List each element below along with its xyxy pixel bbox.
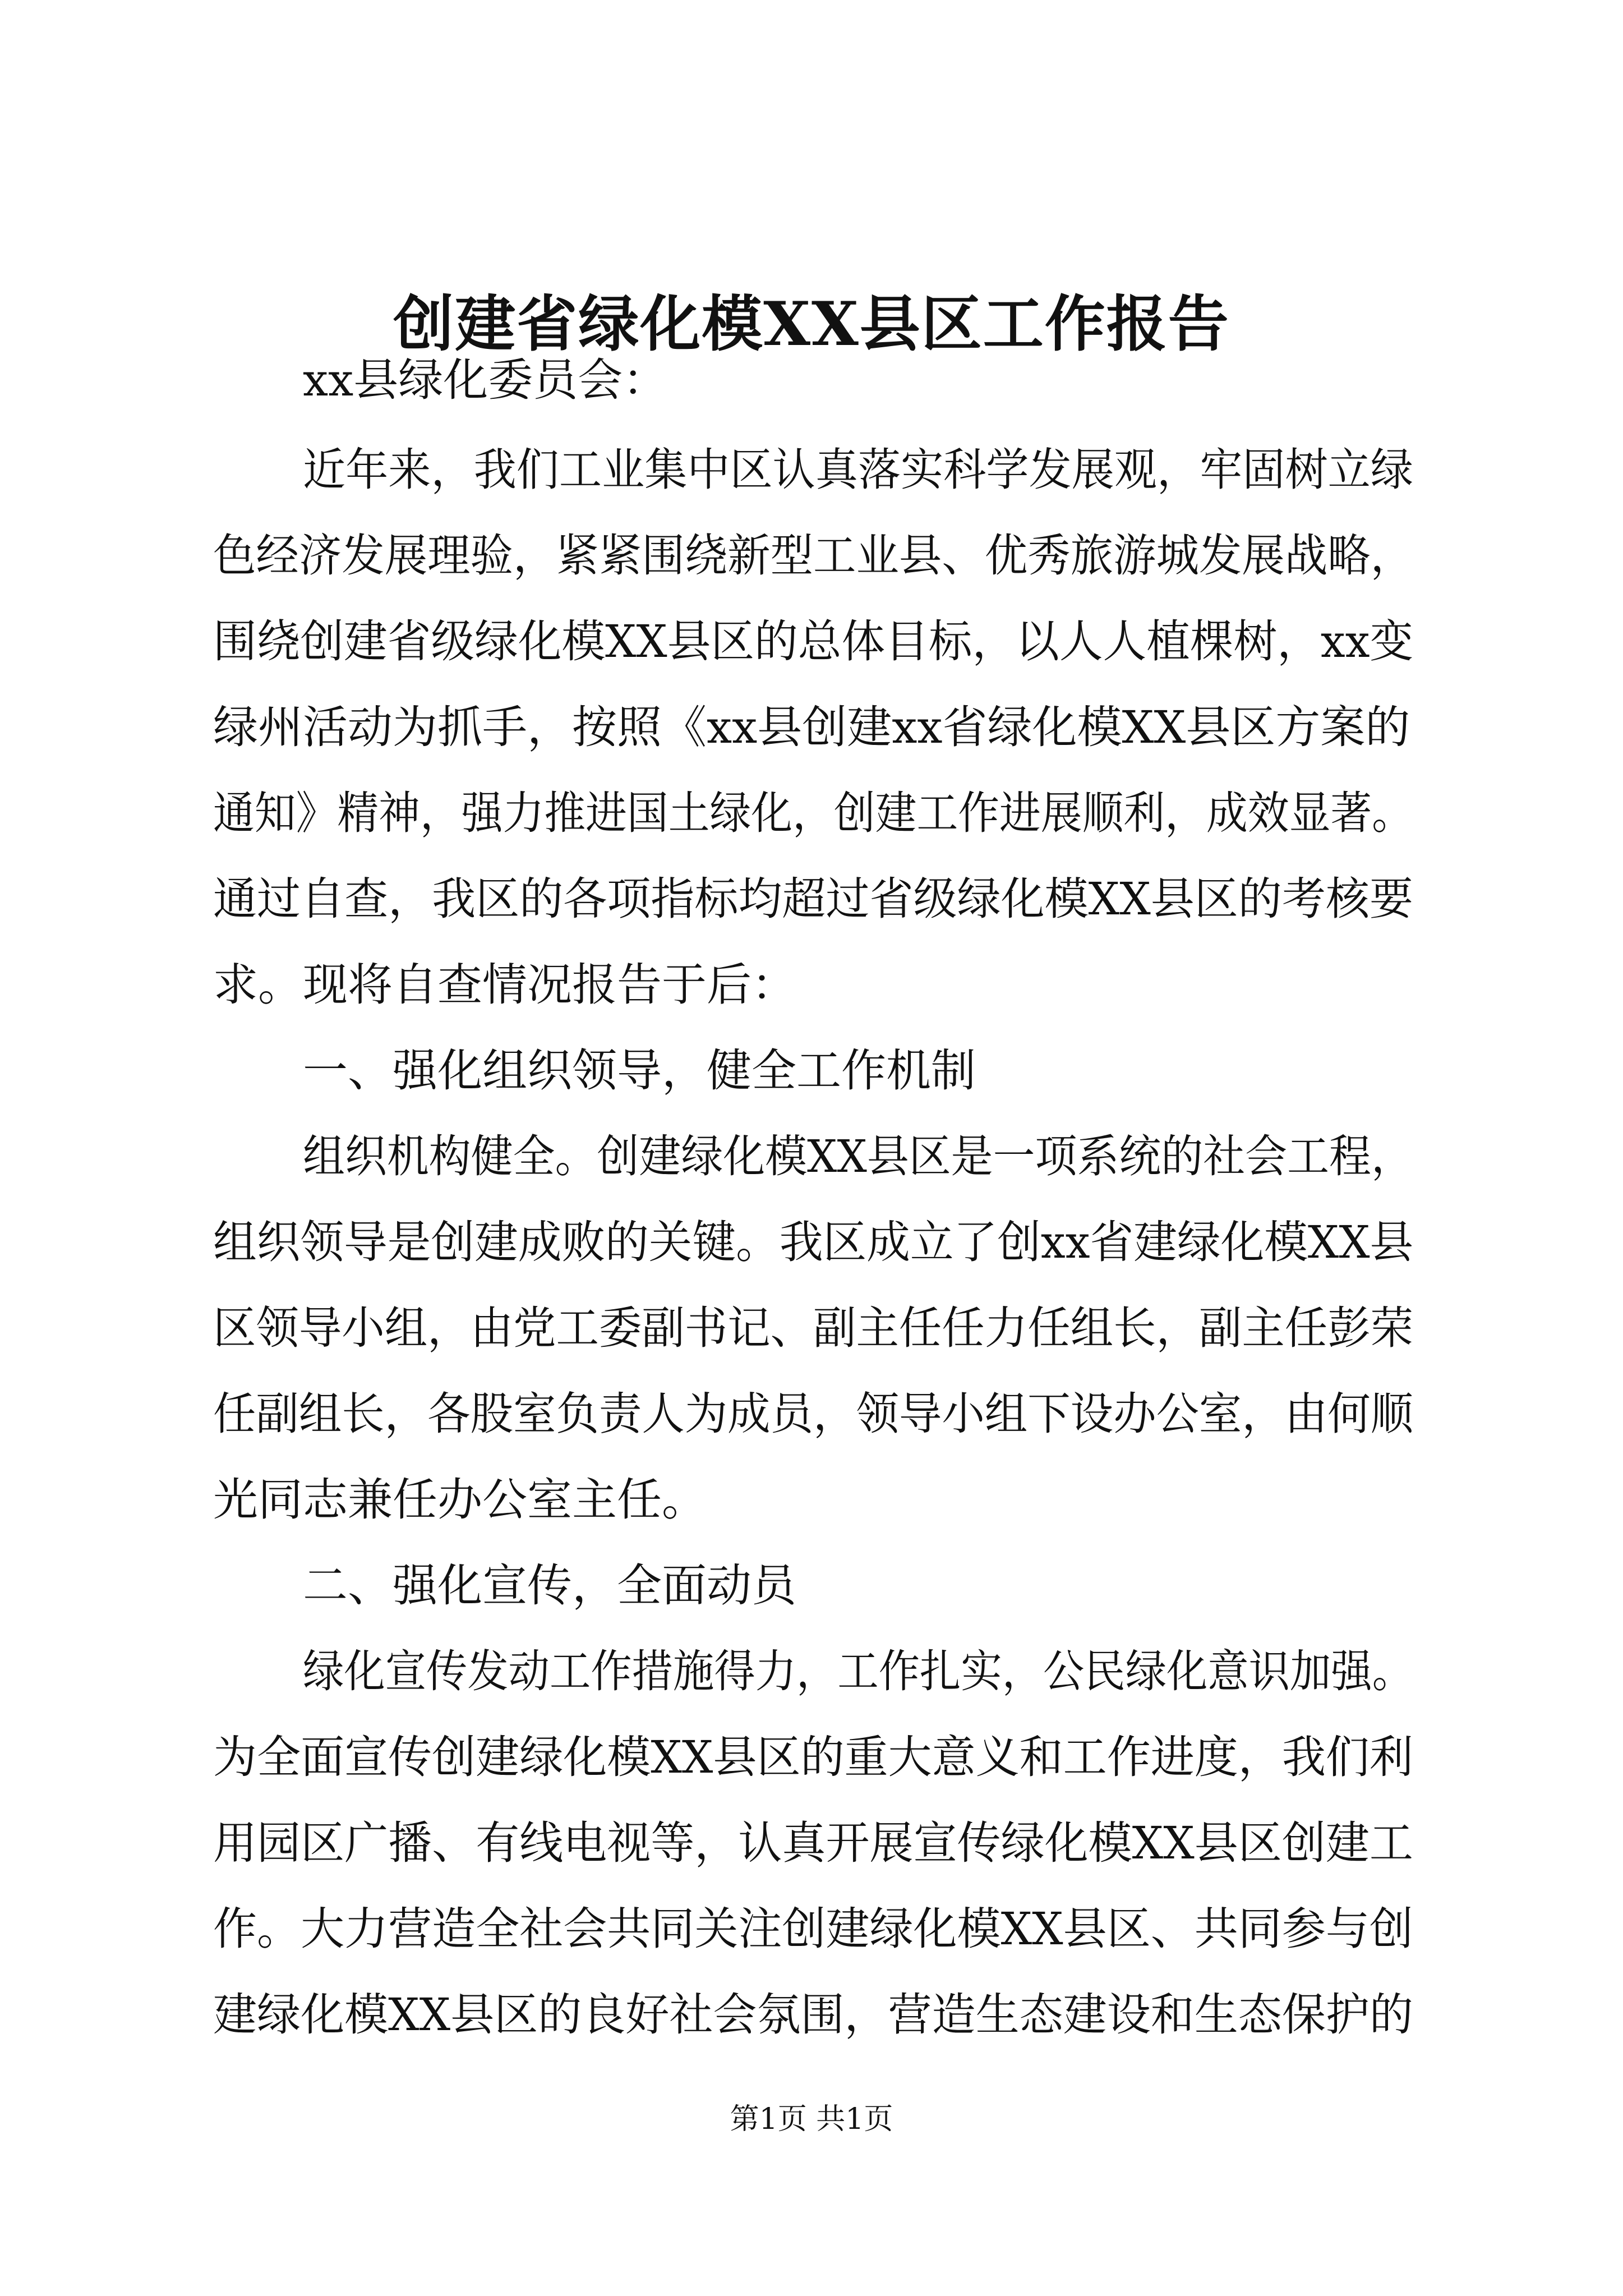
section-heading: 二、强化宣传，全面动员: [303, 1559, 796, 1612]
paragraph-line: [0, 1285, 1623, 1372]
body-text-line: 区领导小组，由党工委副书记、副主任任力任组长，副主任彭荣: [213, 1302, 1414, 1354]
page-footer: 第1页 共1页: [730, 2102, 893, 2136]
body-text-line: 光同志兼任办公室主任。: [213, 1474, 707, 1526]
paragraph-line: [0, 337, 1623, 424]
paragraph-line: [0, 1370, 1623, 1458]
body-text-line: 近年来，我们工业集中区认真落实科学发展观，牢固树立绿: [303, 444, 1413, 496]
paragraph-line: [0, 1027, 1623, 1115]
body-text-line: 组织机构健全。创建绿化模XX县区是一项系统的社会工程，: [303, 1130, 1413, 1182]
body-text-line: 建绿化模XX县区的良好社会氛围，营造生态建设和生态保护的: [213, 1989, 1413, 2041]
body-text-line: 求。现将自查情况报告于后：: [213, 959, 796, 1011]
paragraph-line: [0, 1714, 1623, 1801]
body-text-line: 色经济发展理验，紧紧围绕新型工业县、优秀旅游城发展战略，: [213, 530, 1414, 582]
paragraph-line: [0, 1885, 1623, 1973]
body-text-line: 围绕创建省级绿化模XX县区的总体目标，以人人植棵树，xx变: [213, 615, 1414, 668]
document-title: 创建省绿化模XX县区工作报告: [393, 289, 1230, 360]
body-text-line: 绿化宣传发动工作措施得力，工作扎实，公民绿化意识加强。: [303, 1645, 1414, 1697]
paragraph-line: [0, 426, 1623, 514]
paragraph-line: [0, 1800, 1623, 1887]
addressee-line: xx县绿化委员会：: [303, 354, 668, 406]
body-text-line: 为全面宣传创建绿化模XX县区的重大意义和工作进度，我们利: [213, 1731, 1413, 1783]
paragraph-line: [0, 512, 1623, 600]
body-text-line: 用园区广播、有线电视等，认真开展宣传绿化模XX县区创建工: [213, 1817, 1413, 1869]
paragraph-line: [0, 941, 1623, 1029]
paragraph-line: [0, 1113, 1623, 1200]
body-text-line: 任副组长，各股室负责人为成员，领导小组下设办公室，由何顺: [213, 1388, 1414, 1440]
body-text-line: 绿州活动为抓手，按照《xx县创建xx省绿化模XX县区方案的: [213, 701, 1410, 753]
paragraph-line: [0, 1628, 1623, 1715]
body-text-line: 作。大力营造全社会共同关注创建绿化模XX县区、共同参与创: [213, 1903, 1413, 1955]
paragraph-line: [0, 684, 1623, 771]
paragraph-line: [0, 855, 1623, 943]
paragraph-line: [0, 770, 1623, 857]
paragraph-line: [0, 1199, 1623, 1286]
paragraph-line: [0, 1971, 1623, 2059]
section-heading: 一、强化组织领导，健全工作机制: [303, 1045, 976, 1097]
paragraph-line: [0, 1456, 1623, 1544]
paragraph-line: [0, 1542, 1623, 1630]
body-text-line: 通知》精神，强力推进国土绿化，创建工作进展顺利，成效显著。: [213, 787, 1413, 839]
body-text-line: 通过自查，我区的各项指标均超过省级绿化模XX县区的考核要: [213, 873, 1413, 925]
body-text-line: 组织领导是创建成败的关键。我区成立了创xx省建绿化模XX县: [213, 1216, 1414, 1268]
paragraph-line: [0, 598, 1623, 685]
